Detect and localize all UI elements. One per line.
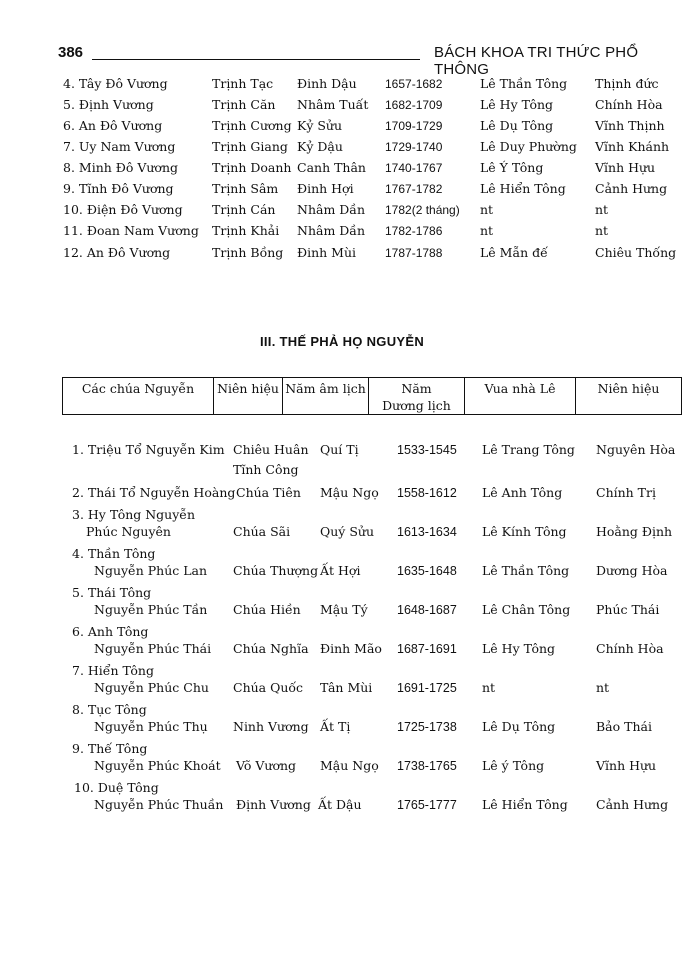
- reign-years: 1782(2 tháng): [385, 203, 460, 217]
- lunar-year: Nhâm Dần: [297, 202, 365, 217]
- book-title: BÁCH KHOA TRI THỨC PHỔ THÔNG: [434, 44, 639, 78]
- lord-title: 10. Điện Đô Vương: [63, 202, 183, 217]
- era-name: Chúa Quốc: [233, 680, 304, 695]
- lord-title: 4. Thần Tông: [72, 546, 156, 561]
- table-row: [0, 202, 684, 220]
- lord-name: Nguyễn Phúc Thụ: [94, 719, 208, 734]
- le-king: Lê Kính Tông: [482, 524, 567, 539]
- era-name: Võ Vương: [236, 758, 297, 773]
- era-name: Vĩnh Khánh: [595, 139, 670, 154]
- solar-years: 1613-1634: [397, 525, 457, 539]
- reign-years: 1767-1782: [385, 182, 443, 196]
- era-name: Cảnh Hưng: [595, 181, 668, 196]
- era-name: Ninh Vương: [233, 719, 309, 734]
- lunar-year: Kỷ Sửu: [297, 118, 343, 133]
- table-row: [0, 223, 684, 241]
- le-king: Lê Dụ Tông: [480, 118, 554, 133]
- solar-years: 1725-1738: [397, 720, 457, 734]
- lunar-year: Ất Dậu: [318, 797, 362, 812]
- lord-name: Trịnh Căn: [212, 97, 276, 112]
- reign-years: 1657-1682: [385, 77, 443, 91]
- table-row: [0, 245, 684, 263]
- reign-years: 1682-1709: [385, 98, 443, 112]
- table-row: [0, 160, 684, 178]
- table-row: [0, 741, 684, 759]
- le-era-name: nt: [596, 680, 610, 695]
- column-header: Các chúa Nguyễn: [81, 381, 195, 396]
- era-name: Định Vương: [236, 797, 311, 812]
- era-name-cont: Tĩnh Công: [233, 462, 299, 477]
- lunar-year: Ất Hợi: [320, 563, 361, 578]
- era-name: nt: [595, 223, 609, 238]
- era-name: Thịnh đức: [595, 76, 659, 91]
- lord-name: Nguyễn Phúc Lan: [94, 563, 208, 578]
- table-row: [0, 97, 684, 115]
- le-king: Lê Ý Tông: [480, 160, 544, 175]
- le-king: Lê Mẫn đế: [480, 245, 548, 260]
- lord-name: Nguyễn Phúc Chu: [94, 680, 209, 695]
- column-header: Năm âm lịch: [282, 378, 368, 414]
- lord-name: Trịnh Khải: [212, 223, 280, 238]
- table-row: [0, 485, 684, 503]
- era-name: Chúa Thượng: [233, 563, 319, 578]
- solar-years: 1648-1687: [397, 603, 457, 617]
- le-era-name: Chính Trị: [596, 485, 656, 500]
- lord-title: 6. Anh Tông: [72, 624, 149, 639]
- lord-title: 8. Minh Đô Vương: [63, 160, 179, 175]
- table-row: [0, 602, 684, 620]
- lord-title: 3. Hy Tông Nguyễn: [72, 507, 196, 522]
- lord-title: 11. Đoan Nam Vương: [63, 223, 199, 238]
- le-king: Lê Thần Tông: [480, 76, 568, 91]
- le-king: nt: [480, 202, 494, 217]
- solar-years: 1687-1691: [397, 642, 457, 656]
- column-header: Vua nhà Lê: [464, 378, 575, 414]
- lord-name: Trịnh Doanh: [212, 160, 292, 175]
- table-row: [0, 546, 684, 564]
- table-row: [0, 442, 684, 460]
- column-header: Niên hiệu: [575, 378, 681, 414]
- header-rule: [92, 59, 420, 60]
- era-name: Vĩnh Hựu: [595, 160, 656, 175]
- era-name: Chiêu Huân: [233, 442, 309, 457]
- lord-name: Trịnh Bồng: [212, 245, 284, 260]
- column-header: Niên hiệu: [213, 378, 282, 414]
- era-name: nt: [595, 202, 609, 217]
- table-row: [0, 507, 684, 525]
- le-king: Lê Chân Tông: [482, 602, 571, 617]
- lunar-year: Mậu Ngọ: [320, 485, 379, 500]
- le-king: Lê Hiển Tông: [482, 797, 568, 812]
- lord-title: 9. Thế Tông: [72, 741, 148, 756]
- lord-name: Trịnh Cương: [212, 118, 292, 133]
- le-king: Lê Hy Tông: [480, 97, 554, 112]
- table-row: [0, 702, 684, 720]
- lord-title: 8. Tục Tông: [72, 702, 147, 717]
- reign-years: 1787-1788: [385, 246, 443, 260]
- nguyen-table-header: [62, 377, 682, 415]
- lunar-year: Tân Mùi: [320, 680, 373, 695]
- era-name: Chúa Sãi: [233, 524, 291, 539]
- solar-years: 1558-1612: [397, 486, 457, 500]
- le-king: nt: [482, 680, 496, 695]
- le-era-name: Nguyên Hòa: [596, 442, 676, 457]
- table-row: [0, 780, 684, 798]
- reign-years: 1740-1767: [385, 161, 443, 175]
- solar-years: 1533-1545: [397, 443, 457, 457]
- le-king: Lê Thần Tông: [482, 563, 570, 578]
- era-name: Chúa Hiền: [233, 602, 301, 617]
- lunar-year: Mậu Tý: [320, 602, 368, 617]
- le-king: Lê Trang Tông: [482, 442, 575, 457]
- le-king: Lê Hiển Tông: [480, 181, 566, 196]
- le-king: Lê Duy Phường: [480, 139, 577, 154]
- table-row: [0, 585, 684, 603]
- le-era-name: Dương Hòa: [596, 563, 668, 578]
- le-era-name: Hoằng Định: [596, 524, 673, 539]
- le-era-name: Bảo Thái: [596, 719, 652, 734]
- table-row: [0, 139, 684, 157]
- le-era-name: Phúc Thái: [596, 602, 660, 617]
- table-row: [0, 797, 684, 815]
- lord-title: 9. Tĩnh Đô Vương: [63, 181, 174, 196]
- table-row: [0, 524, 684, 542]
- era-name: Chúa Nghĩa: [233, 641, 309, 656]
- era-name: Chính Hòa: [595, 97, 663, 112]
- solar-years: 1765-1777: [397, 798, 457, 812]
- table-row: [0, 181, 684, 199]
- lord-title: 12. An Đô Vương: [63, 245, 171, 260]
- lunar-year: Canh Thân: [297, 160, 366, 175]
- lord-name: Trịnh Giang: [212, 139, 288, 154]
- table-row: [0, 641, 684, 659]
- table-row: [0, 624, 684, 642]
- lunar-year: Quý Sửu: [320, 524, 374, 539]
- column-header: Năm Dương lịch: [368, 378, 464, 414]
- lunar-year: Nhâm Dần: [297, 223, 365, 238]
- le-era-name: Vĩnh Hựu: [596, 758, 657, 773]
- lunar-year: Ất Tị: [320, 719, 351, 734]
- lunar-year: Mậu Ngọ: [320, 758, 379, 773]
- lord-title: 10. Duệ Tông: [74, 780, 159, 795]
- era-name: Chúa Tiên: [236, 485, 301, 500]
- le-king: Lê ý Tông: [482, 758, 545, 773]
- lord-title: 7. Uy Nam Vương: [63, 139, 176, 154]
- lunar-year: Kỷ Dậu: [297, 139, 343, 154]
- page-number: 386: [58, 44, 84, 61]
- le-king: Lê Hy Tông: [482, 641, 556, 656]
- lord-title: 5. Định Vương: [63, 97, 154, 112]
- table-row: [0, 663, 684, 681]
- solar-years: 1635-1648: [397, 564, 457, 578]
- lord-name: Trịnh Cán: [212, 202, 276, 217]
- lord-title: 5. Thái Tông: [72, 585, 152, 600]
- solar-years: 1691-1725: [397, 681, 457, 695]
- le-king: Lê Anh Tông: [482, 485, 563, 500]
- reign-years: 1709-1729: [385, 119, 443, 133]
- reign-years: 1782-1786: [385, 224, 443, 238]
- table-row: [0, 563, 684, 581]
- lord-title: 6. An Đô Vương: [63, 118, 163, 133]
- table-row-continuation: [0, 462, 684, 480]
- solar-years: 1738-1765: [397, 759, 457, 773]
- le-era-name: Cảnh Hưng: [596, 797, 669, 812]
- lunar-year: Nhâm Tuất: [297, 97, 369, 112]
- lord-name: Nguyễn Phúc Thái: [94, 641, 212, 656]
- lord-name: Nguyễn Phúc Thuần: [94, 797, 224, 812]
- reign-years: 1729-1740: [385, 140, 443, 154]
- table-row: [0, 76, 684, 94]
- lord-name: Trịnh Tạc: [212, 76, 274, 91]
- lord-title: 4. Tây Đô Vương: [63, 76, 168, 91]
- era-name: Vĩnh Thịnh: [595, 118, 665, 133]
- lunar-year: Đinh Mão: [320, 641, 382, 656]
- lord-name: 2. Thái Tổ Nguyễn Hoàng: [72, 485, 236, 500]
- section-title: III. THẾ PHẢ HỌ NGUYỄN: [259, 334, 425, 349]
- le-king: Lê Dụ Tông: [482, 719, 556, 734]
- lord-name: Nguyễn Phúc Khoát: [94, 758, 221, 773]
- table-row: [0, 758, 684, 776]
- lord-title: 7. Hiển Tông: [72, 663, 154, 678]
- lunar-year: Quí Tị: [320, 442, 359, 457]
- le-king: nt: [480, 223, 494, 238]
- lunar-year: Đinh Dậu: [297, 76, 357, 91]
- table-row: [0, 719, 684, 737]
- le-era-name: Chính Hòa: [596, 641, 664, 656]
- lord-name: Trịnh Sâm: [212, 181, 279, 196]
- lord-name: Nguyễn Phúc Tần: [94, 602, 208, 617]
- lord-name: Phúc Nguyên: [86, 524, 171, 539]
- lord-name: 1. Triệu Tổ Nguyễn Kim: [72, 442, 225, 457]
- table-row: [0, 118, 684, 136]
- lunar-year: Đinh Mùi: [297, 245, 357, 260]
- era-name: Chiêu Thống: [595, 245, 677, 260]
- lunar-year: Đinh Hợi: [297, 181, 354, 196]
- table-row: [0, 680, 684, 698]
